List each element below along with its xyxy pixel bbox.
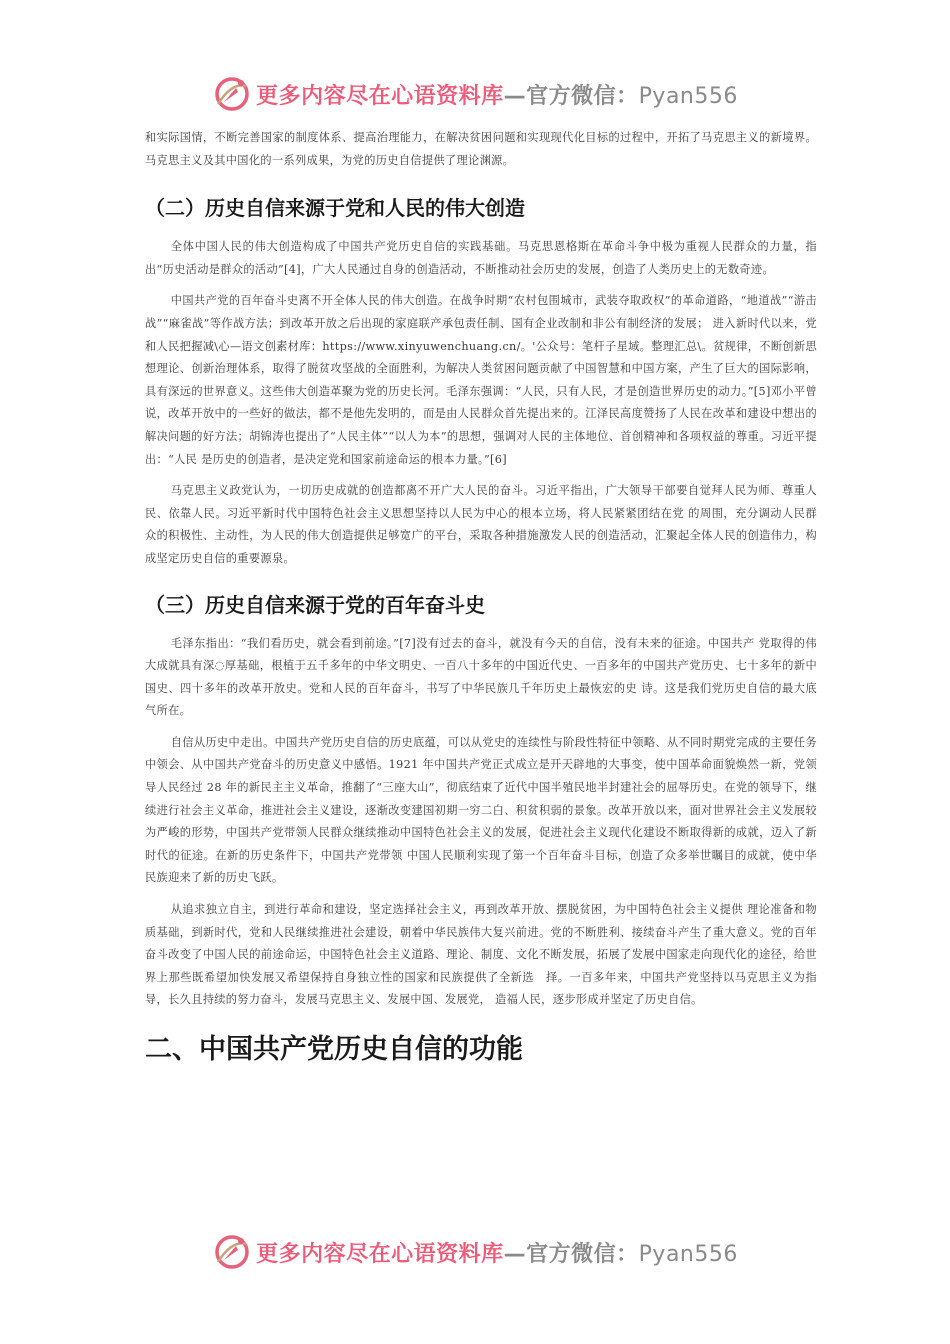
banner-text: [256, 79, 738, 110]
logo-icon: [212, 1232, 252, 1272]
footer-banner: [0, 1230, 950, 1274]
banner-dash: —: [503, 83, 527, 109]
paragraph: 从追求独立自主，到进行革命和建设，坚定选择社会主义，再到改革开放、摆脱贫困，为中国特色社会主义提供 理论准备和物质基础，到新时代，党和人民继续推进社会建设，朝着中华民族伟大复兴前进。党的不断胜利、接续奋斗产生了重大意义。党的百年奋斗改变了中国人民的前途命运，中国特色社会主义道路、理论、制度、文化不断发展，拓展了发展中国家走向现代化的途径，给世界上那些既希望加快发展又希望保持自身独立性的国家和民族提供了全新选 择。一百多年来，中国共产党坚持以马克思主义为指导，长久且持续的努力奋斗，发展马克思主义、发展中国、发展党， 造福人民，逐步形成并坚定了历史自信。: [145, 903, 817, 1007]
banner-wechat-id: Pyan556: [638, 1241, 738, 1267]
section-heading-3: （三）历史自信来源于党的百年奋斗史: [145, 592, 485, 617]
banner-dash: —: [503, 1241, 527, 1267]
banner-text: [256, 1237, 738, 1268]
section-heading-2: （二）历史自信来源于党和人民的伟大创造: [145, 196, 525, 221]
paragraph: 自信从历史中走出。中国共产党历史自信的历史底蕴，可以从党史的连续性与阶段性特征中领略、从不同时期党完成的主要任务中领会、从中国共产党奋斗的历史意义中感悟。1921 年中国共产党正式成立是开天辟地的大事变，使中国革命面貌焕然一新，党领导人民经过 28 年的新民主主义革命，推翻了“三座大山”，彻底结束了近代中国半殖民地半封建社会的屈辱历史。在党的领导下，继续进行社会主义革命，推进社会主义建设，逐渐改变建国初期一穷二白、积贫积弱的景象。改革开放以来，面对世界社会主义发展较为严峻的形势，中国共产党带领人民群众继续推动中国特色社会主义的发展，促进社会主义现代化建设不断取得新的成就，迈入了新时代的征途。在新的历史条件下，中国共产党带领 中国人民顺利实现了第一个百年奋斗目标，创造了众多举世瞩目的成就，使中华民族迎来了新的历史飞跃。: [145, 735, 817, 885]
intro-paragraph: 和实际国情，不断完善国家的制度体系、提高治理能力，在解决贫困问题和实现现代化目标的过程中，开拓了马克思主义的新境界。马克思主义及其中国化的一系列成果，为党的历史自信提供了理论渊源。: [145, 131, 817, 167]
paragraph: 中国共产党的百年奋斗史离不开全体人民的伟大创造。在战争时期“农村包围城市，武装夺取政权”的革命道路，“地道战”“游击战”“麻雀战”等作战方法；到改革开放之后出现的家庭联产承包责任制、国有企业改制和非公有制经济的发展； 进入新时代以来，党和人民把握减\心—语文创素材库：https://www.xinyuwenchuang.cn/。'公众号：笔杆子星域。整理汇总\。贫规律，不断创新思想理论、创新治理体系，取得了脱贫攻坚战的全面胜利，为解决人类贫困问题贡献了中国智慧和中国方案，产生了巨大的国际影响，具有深远的世界意义。这些伟大创造革聚为党的历史长河。毛泽东强调：“人民，只有人民，才是创造世界历史的动力。”[5]邓小平曾说，改革开放中的一些好的做法，都不是他先发明的，而是由人民群众首先提出来的。江泽民高度赞扬了人民在改革和建设中想出的解决问题的好方法；胡锦涛也提出了“人民主体”“以人为本”的思想，强调对人民的主体地位、首创精神和各项权益的尊重。习近平提出：“人民 是历史的创造者，是决定党和国家前途命运的根本力量。”[6]: [145, 294, 817, 466]
paragraph: 全体中国人民的伟大创造构成了中国共产党历史自信的实践基础。马克思恩格斯在革命斗争中极为重视人民群众的力量，指出“历史活动是群众的活动”[4]，广大人民通过自身的创造活动，不断推动社会历史的发展，创造了人类历史上的无数奇迹。: [145, 240, 817, 276]
banner-site-name: 更多内容尽在心语资料库: [256, 83, 504, 109]
chapter-heading: 二、中国共产党历史自信的功能: [145, 1034, 523, 1065]
paragraph: 马克思主义政党认为，一切历史成就的创造都离不开广大人民的奋斗。习近平指出，广大领导干部要自觉拜人民为师、尊重人民、依靠人民。习近平新时代中国特色社会主义思想坚持以人民为中心的根本立场，将人民紧紧团结在党 的周围，充分调动人民群众的积极性、主动性，为人民的伟大创造提供足够宽广的平台，采取各种措施激发人民的创造活动，汇聚起全体人民的创造伟力，构成坚定历史自信的重要源泉。: [145, 484, 817, 565]
banner-site-name: 更多内容尽在心语资料库: [256, 1241, 504, 1267]
document-body: [145, 127, 817, 1070]
paragraph: 毛泽东指出：“我们看历史，就会看到前途。”[7]没有过去的奋斗，就没有今天的自信，没有未来的征途。中国共产 党取得的伟大成就具有深◌厚基础，根植于五千多年的中华文明史、一百八十多年的中国近代史、一百多年的中国共产党历史、七十多年的新中国史、四十多年的改革开放史。党和人民的百年奋斗，书写了中华民族几千年历史上最恢宏的史 诗。这是我们党历史自信的最大底气所在。: [145, 636, 817, 718]
header-banner: [0, 72, 950, 116]
banner-wechat-label: 官方微信：: [526, 1241, 639, 1267]
banner-wechat-label: 官方微信：: [526, 83, 639, 109]
banner-wechat-id: Pyan556: [638, 83, 738, 109]
logo-icon: [212, 74, 252, 114]
